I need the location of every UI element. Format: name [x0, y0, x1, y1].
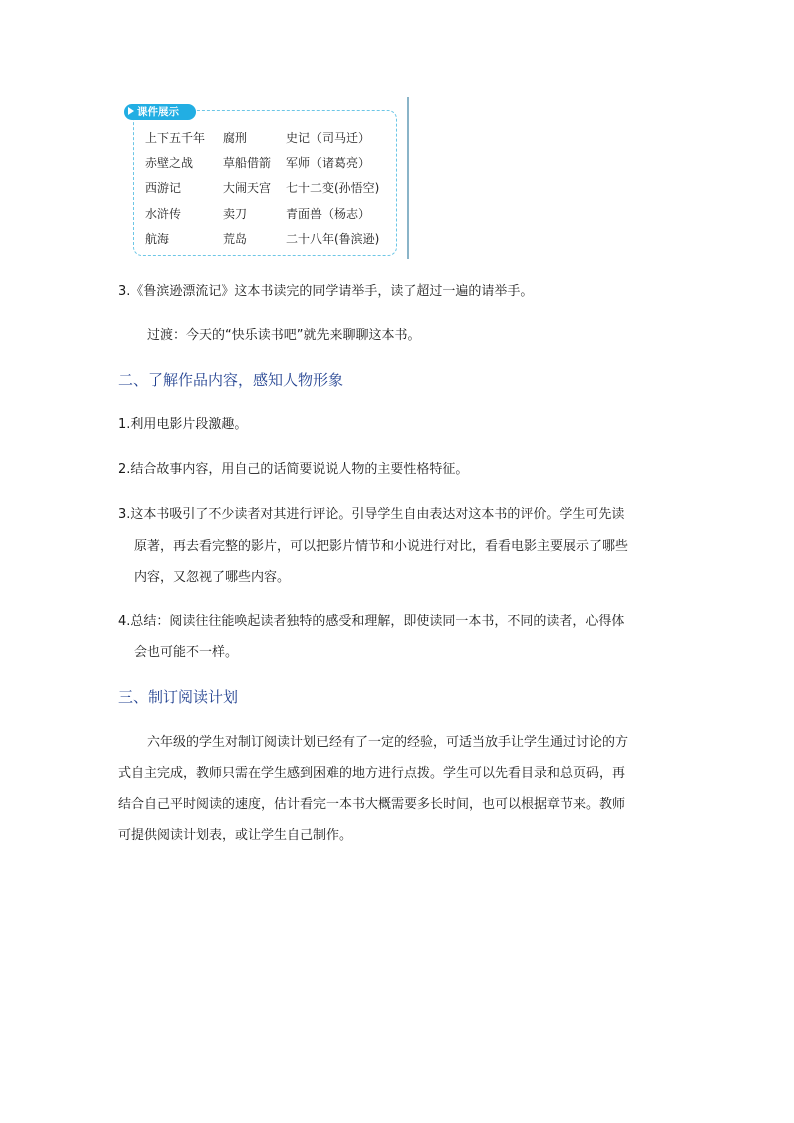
table-cell: 大闹天宫 — [223, 181, 272, 196]
table-cell: 卖刀 — [223, 206, 248, 221]
section-3-line-2: 式自主完成，教师只需在学生感到困难的地方进行点拨。学生可以先看目录和总页码，再 — [118, 766, 626, 781]
table-cell: 七十二变(孙悟空) — [286, 181, 380, 196]
transition-text: 过渡：今天的“快乐读书吧”就先来聊聊这本书。 — [147, 328, 421, 343]
section-2-heading: 二、了解作品内容，感知人物形象 — [118, 371, 344, 389]
section-2-item-3-line-3: 内容，又忽视了哪些内容。 — [134, 570, 291, 585]
item-3-intro: 3.《鲁滨逊漂流记》这本书读完的同学请举手，读了超过一遍的请举手。 — [118, 284, 534, 299]
table-cell: 荒岛 — [223, 231, 248, 246]
table-cell: 腐刑 — [223, 131, 248, 145]
table-cell: 草船借箭 — [223, 156, 272, 171]
table-cell: 史记（司马迁） — [286, 131, 371, 145]
section-2-item-2: 2.结合故事内容，用自己的话简要说说人物的主要性格特征。 — [118, 462, 469, 477]
play-triangle-icon — [128, 107, 134, 115]
courseware-side-rule — [407, 97, 409, 259]
table-cell: 赤壁之战 — [145, 156, 194, 171]
section-2-item-4-line-1: 4.总结：阅读往往能唤起读者独特的感受和理解，即使读同一本书，不同的读者，心得体 — [118, 614, 625, 629]
section-2-item-1: 1.利用电影片段激趣。 — [118, 417, 248, 432]
table-cell: 青面兽（杨志） — [286, 206, 371, 221]
section-3-heading: 三、制订阅读计划 — [118, 688, 239, 706]
table-cell: 军师（诸葛亮） — [286, 156, 371, 171]
courseware-tag — [124, 104, 196, 120]
section-2-item-3-line-2: 原著，再去看完整的影片，可以把影片情节和小说进行对比，看看电影主要展示了哪些 — [134, 539, 629, 554]
courseware-tag-label: 课件展示 — [137, 106, 179, 118]
table-cell: 航海 — [145, 231, 170, 246]
table-cell: 二十八年(鲁滨逊) — [286, 231, 380, 246]
section-2-item-4-line-2: 会也可能不一样。 — [134, 645, 239, 660]
table-cell: 西游记 — [145, 181, 182, 196]
section-2-item-3-line-1: 3.这本书吸引了不少读者对其进行评论。引导学生自由表达对这本书的评价。学生可先读 — [118, 507, 625, 522]
section-3-line-1: 六年级的学生对制订阅读计划已经有了一定的经验，可适当放手让学生通过讨论的方 — [147, 735, 629, 750]
section-3-line-3: 结合自己平时阅读的速度，估计看完一本书大概需要多长时间，也可以根据章节来。教师 — [118, 797, 626, 812]
table-cell: 上下五千年 — [145, 131, 206, 145]
section-3-line-4: 可提供阅读计划表，或让学生自己制作。 — [118, 828, 353, 843]
table-cell: 水浒传 — [145, 206, 182, 221]
